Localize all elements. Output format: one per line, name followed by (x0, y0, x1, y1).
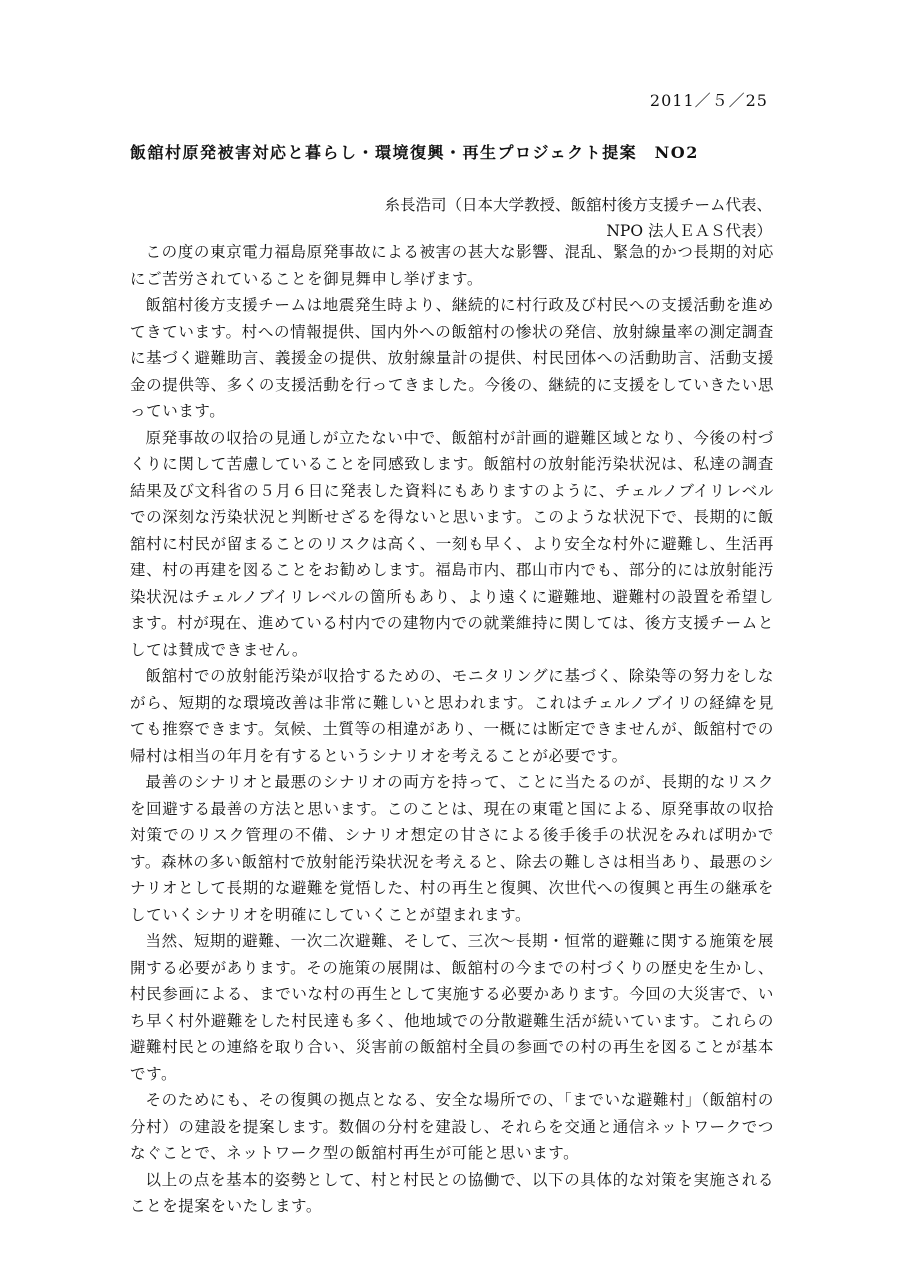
paragraph-2: 飯舘村後方支援チームは地震発生時より、継続的に村行政及び村民への支援活動を進めてきています。村への情報提供、国内外への飯舘村の惨状の発信、放射線量率の測定調査に基づく避難助言、義援金の提供、放射線量計の提供、村民団体への活動助言、活動支援金の提供等、多くの支援活動を行ってきました。今後の、継続的に支援をしていきたい思っています。 (130, 296, 775, 420)
document-title: 飯舘村原発被害対応と暮らし・環境復興・再生プロジェクト提案 NO2 (130, 143, 699, 162)
paragraph-7: そのためにも、その復興の拠点となる、安全な場所での、「までいな避難村」（飯舘村の分村）の建設を提案します。数個の分村を建設し、それらを交通と通信ネットワークでつなぐことで、ネットワーク型の飯舘村再生が可能と思います。 (130, 1091, 774, 1162)
paragraph-6: 当然、短期的避難、一次二次避難、そして、三次～長期・恒常的避難に関する施策を展開する必要があります。その施策の展開は、飯舘村の今までの村づくりの歴史を生かし、村民参画による、までいな村の再生として実施する必要かあります。今回の大災害で、いち早く村外避難をした村民達も多く、他地域での分散避難生活が続いています。これらの避難村民との連絡を取り合い、災害前の飯舘村全員の参画での村の再生を図ることが基本です。 (130, 932, 775, 1083)
author-block (384, 192, 772, 244)
paragraph-4: 飯舘村での放射能汚染が収拾するための、モニタリングに基づく、除染等の努力をしながら、短期的な環境改善は非常に難しいと思われます。これはチェルノブイリの経緯を見ても推察できます。気候、土質等の相違があり、一概には断定できませんが、飯舘村での帰村は相当の年月を有するというシナリオを考えることが必要です。 (130, 667, 774, 765)
document-body (130, 239, 774, 1220)
paragraph-1: この度の東京電力福島原発事故による被害の甚大な影響、混乱、緊急的かつ長期的対応にご苦労されていることを御見舞申し挙げます。 (130, 243, 774, 288)
author-affiliation-line2: NPO 法人ＥＡＳ代表） (606, 222, 772, 240)
paragraph-3: 原発事故の収拾の見通しが立たない中で、飯舘村が計画的避難区域となり、今後の村づくりに関して苦慮していることを同感致します。飯舘村の放射能汚染状況は、私達の調査結果及び文科省の５月６日に発表した資料にもありますのように、チェルノブイリレベルでの深刻な汚染状況と判断せざるを得ないと思います。このような状況下で、長期的に飯舘村に村民が留まることのリスクは高く、一刻も早く、より安全な村外に避難し、生活再建、村の再建を図ることをお勧めします。福島市内、郡山市内でも、部分的には放射能汚染状況はチェルノブイリレベルの箇所もあり、より遠くに避難地、避難村の設置を希望します。村が現在、進めている村内での建物内での就業維持に関しては、後方支援チームとしては賛成できません。 (130, 428, 774, 659)
document-date: 2011／５／25 (649, 91, 768, 110)
paragraph-8: 以上の点を基本的姿勢として、村と村民との協働で、以下の具体的な対策を実施されることを提案をいたします。 (130, 1170, 774, 1215)
author-affiliation-line1: 糸長浩司（日本大学教授、飯舘村後方支援チーム代表、 (384, 196, 772, 214)
paragraph-5: 最善のシナリオと最悪のシナリオの両方を持って、ことに当たるのが、長期的なリスクを回避する最善の方法と思います。このことは、現在の東電と国による、原発事故の収拾対策でのリスク管理の不備、シナリオ想定の甘さによる後手後手の状況をみれば明かです。森林の多い飯舘村で放射能汚染状況を考えると、除去の難しさは相当あり、最悪のシナリオとして長期的な避難を覚悟した、村の再生と復興、次世代への復興と再生の継承をしていくシナリオを明確にしていくことが望まれます。 (130, 773, 774, 924)
